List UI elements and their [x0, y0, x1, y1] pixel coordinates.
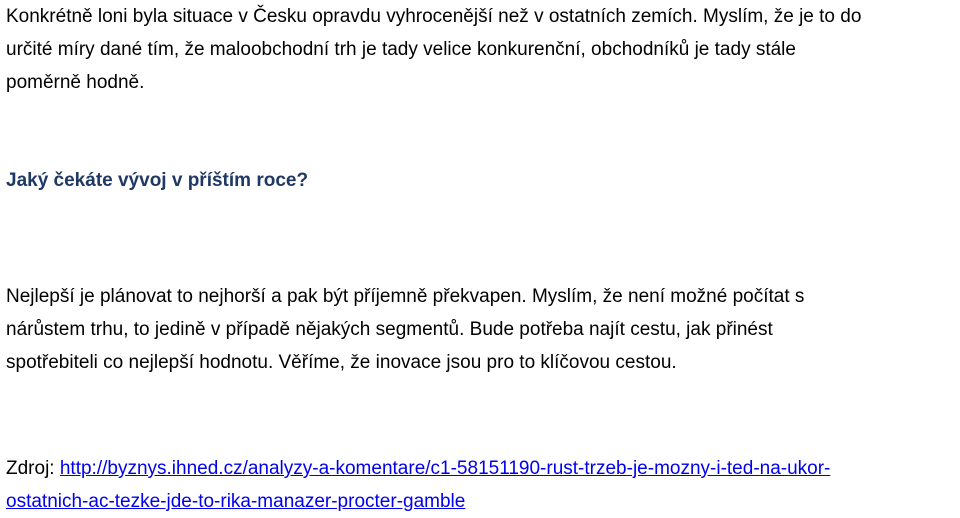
- paragraph-intro: [6, 0, 956, 99]
- source-citation: [6, 452, 956, 518]
- paragraph-line: spotřebiteli co nejlepší hodnotu. Věříme, že inovace jsou pro to klíčovou cestou.: [6, 352, 677, 373]
- source-link-continued[interactable]: ostatnich-ac-tezke-jde-to-rika-manazer-procter-gamble: [6, 491, 466, 512]
- interview-question: Jaký čekáte vývoj v příštím roce?: [6, 170, 309, 191]
- paragraph-line: poměrně hodně.: [6, 72, 145, 93]
- paragraph-line: nárůstem trhu, to jedině v případě nějakých segmentů. Bude potřeba najít cestu, jak přinést: [6, 319, 773, 340]
- paragraph-answer: [6, 280, 956, 379]
- paragraph-line: Nejlepší je plánovat to nejhorší a pak být příjemně překvapen. Myslím, že není možné počítat s: [6, 286, 805, 307]
- source-link[interactable]: http://byznys.ihned.cz/analyzy-a-komentare/c1-58151190-rust-trzeb-je-mozny-i-ted-na-ukor-: [59, 458, 831, 479]
- source-line: [6, 485, 956, 518]
- paragraph-line: Konkrétně loni byla situace v Česku opravdu vyhrocenější než v ostatních zemích. Myslím, že je to do: [6, 6, 862, 27]
- paragraph-line: určité míry dané tím, že maloobchodní trh je tady velice konkurenční, obchodníků je tady stále: [6, 39, 796, 60]
- source-label: Zdroj:: [6, 458, 60, 479]
- source-line: [6, 452, 956, 485]
